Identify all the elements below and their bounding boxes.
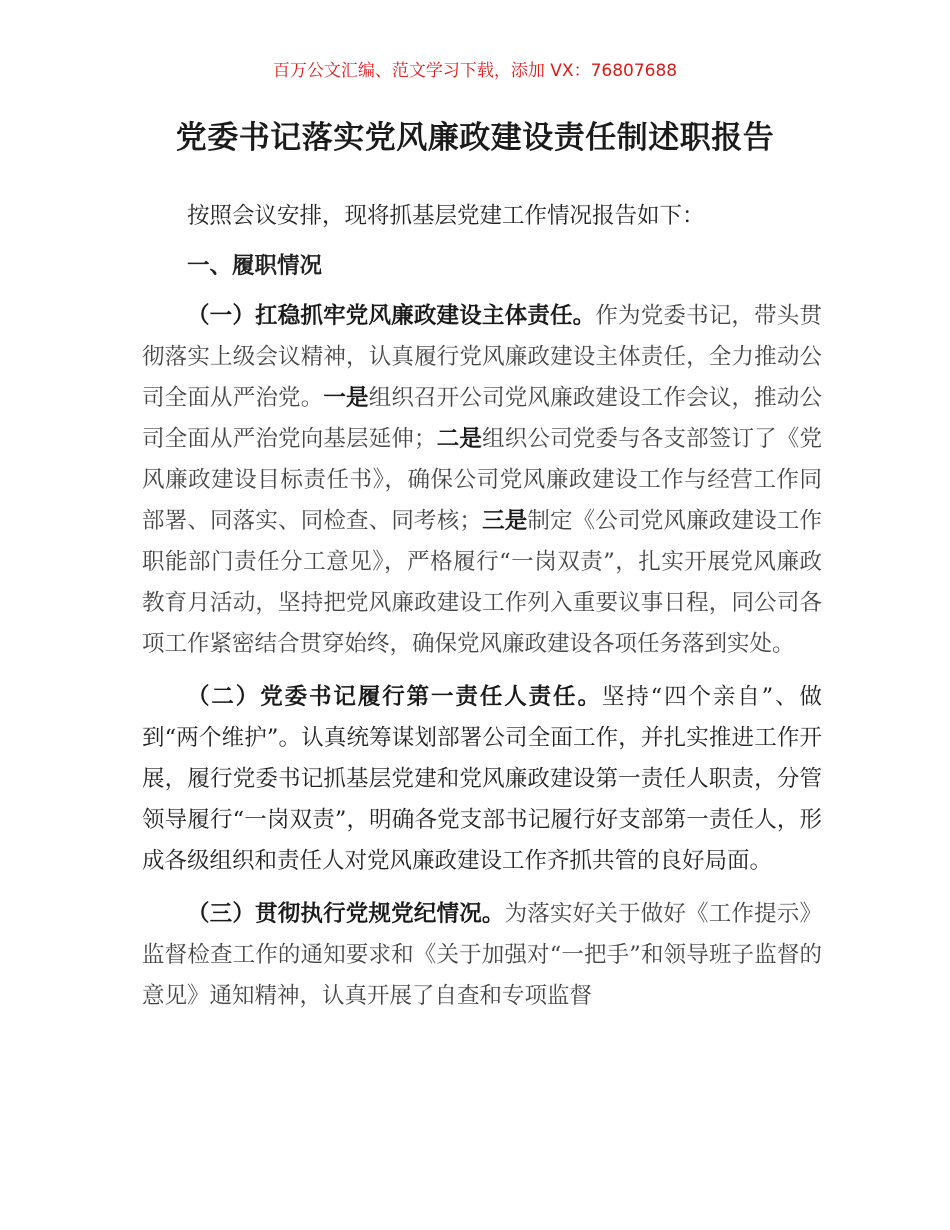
paragraph-1-marker-1: 一是 — [323, 385, 369, 411]
paragraph-1-text-c: 组织公司党委与各支部签订了《党风廉政建设目标责任书》，确保公司党风廉政建设工作与经营工作同部署、同落实、同检查、同考核； — [142, 426, 822, 534]
paragraph-3-heading: （三）贯彻执行党规党纪情况。 — [187, 901, 505, 927]
section-heading: 一、履职情况 — [187, 253, 323, 279]
paragraph-1 — [142, 296, 822, 665]
intro-paragraph: 按照会议安排，现将抓基层党建工作情况报告如下： — [187, 203, 705, 229]
paragraph-1-marker-2: 二是 — [436, 426, 483, 452]
watermark-header: 百万公文汇编、范文学习下载，添加 VX：76807688 — [272, 61, 678, 81]
paragraph-2 — [142, 677, 822, 882]
paragraph-3 — [142, 894, 822, 1017]
paragraph-1-text-a: 作为党委书记，带头贯彻落实上级会议精神，认真履行党风廉政建设主体责任，全力推动公司全面从严治党。 — [142, 303, 822, 411]
paragraph-1-heading: （一）扛稳抓牢党风廉政建设主体责任。 — [187, 303, 596, 329]
paragraph-1-text-b: 组织召开公司党风廉政建设工作会议，推动公司全面从严治党向基层延伸； — [142, 385, 822, 452]
paragraph-1-text-d: 制定《公司党风廉政建设工作职能部门责任分工意见》，严格履行“一岗双责”，扎实开展党风廉政教育月活动，坚持把党风廉政建设工作列入重要议事日程，同公司各项工作紧密结合贯穿始终，确保党风廉政建设各项任务落到实处。 — [142, 508, 822, 657]
paragraph-3-text: 为落实好关于做好《工作提示》监督检查工作的通知要求和《关于加强对“一把手”和领导班子监督的意见》通知精神，认真开展了自查和专项监督 — [142, 901, 822, 1009]
paragraph-2-text: 坚持“四个亲自”、做到“两个维护”。认真统筹谋划部署公司全面工作，并扎实推进工作开展，履行党委书记抓基层党建和党风廉政建设第一责任人职责，分管领导履行“一岗双责”，明确各党支部书记履行好支部第一责任人，形成各级组织和责任人对党风廉政建设工作齐抓共管的良好局面。 — [142, 684, 822, 874]
paragraph-1-marker-3: 三是 — [481, 508, 528, 534]
paragraph-2-heading: （二）党委书记履行第一责任人责任。 — [187, 684, 602, 710]
document-body — [142, 196, 822, 1029]
page-title: 党委书记落实党风廉政建设责任制述职报告 — [175, 120, 775, 156]
